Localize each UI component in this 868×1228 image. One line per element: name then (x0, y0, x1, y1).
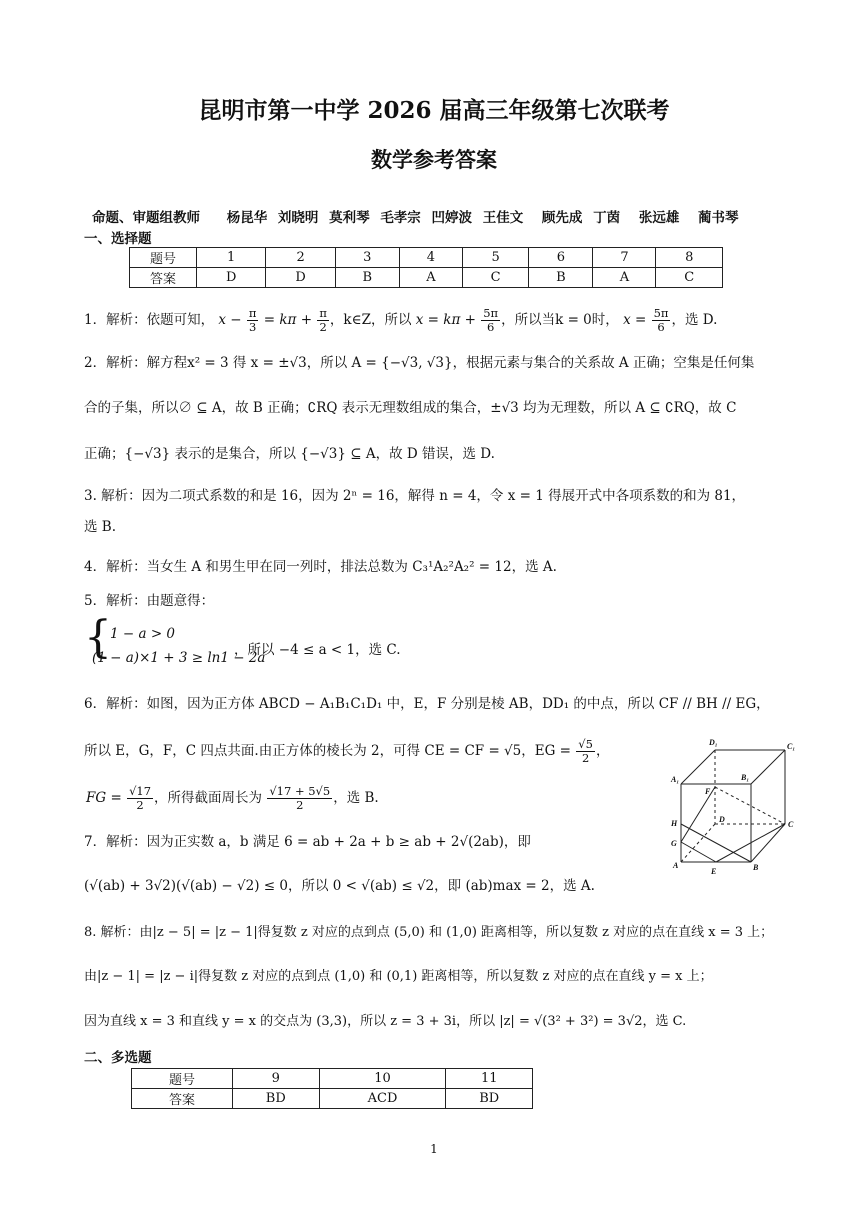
fraction (317, 307, 329, 334)
numerator: √17 + 5√5 (269, 784, 331, 798)
solution-text: ，k∈Z，所以 (329, 312, 412, 328)
vertex-label: C (788, 820, 794, 829)
solution-4: 4．解析：当女生 A 和男生甲在同一列时，排法总数为 C₃¹A₂²A₂² = 12，选 A. (84, 559, 557, 575)
table-cell: A (399, 268, 462, 288)
solution-6-line-3 (86, 785, 379, 812)
table-cell: B (529, 268, 593, 288)
solution-5-line-1: 5．解析：由题意得： (84, 593, 215, 609)
author: 顾先成 (541, 210, 583, 226)
table-cell: BD (233, 1089, 320, 1109)
author: 毛孝宗 (380, 210, 421, 226)
vertex-label: F (705, 787, 711, 796)
table-cell: 7 (593, 248, 656, 268)
table-cell: 9 (233, 1069, 320, 1089)
math: FG = (86, 790, 122, 806)
system-row-2: (1 − a)×1 + 3 ≥ ln1 − 2a (92, 650, 266, 666)
denominator: 2 (136, 798, 144, 812)
solution-8-line-2: 由|z − 1| = |z − i|得复数 z 对应的点到点 (1,0) 和 (0,1) 距离相等，所以复数 z 对应的点在直线 y = x 上； (84, 969, 713, 984)
cube-figure (665, 732, 805, 880)
numerator: √5 (578, 737, 593, 751)
vertex-label: A₁ (671, 775, 680, 784)
table-cell: 8 (656, 248, 723, 268)
numerator: π (248, 306, 257, 320)
solution-3-line-1: 3. 解析：因为二项式系数的和是 16，因为 2ⁿ = 16，解得 n = 4，令 x = 1 得展开式中各项系数的和为 81， (84, 488, 746, 504)
numerator: √17 (129, 784, 152, 798)
table-cell: 2 (266, 248, 335, 268)
author: 丁茵 (593, 210, 621, 226)
page-number: 1 (430, 1142, 438, 1156)
page-title: 昆明市第一中学 2026 届高三年级第七次联考 (198, 97, 670, 124)
vertex-label: D₁ (709, 738, 718, 747)
system-row-1: 1 − a > 0 (110, 626, 176, 642)
author: 杨昆华 (226, 210, 268, 226)
table-row (130, 248, 723, 268)
table-cell: 题号 (132, 1069, 233, 1089)
authors-line (92, 206, 739, 226)
solution-8-line-3: 因为直线 x = 3 和直线 y = x 的交点为 (3,3)，所以 z = 3 + 3i，所以 |z| = √(3² + 3²) = 3√2，选 C. (84, 1014, 687, 1029)
solution-text: ，所以当k = 0时， (501, 312, 619, 328)
fraction (481, 307, 500, 334)
author: 凹婷波 (431, 210, 473, 226)
solution-2-line-1 (84, 354, 754, 372)
solution-2-line-3: 正确；{−√3} 表示的是集合，所以 {−√3} ⊆ A，故 D 错误，选 D. (84, 446, 495, 462)
table-cell: 5 (462, 248, 528, 268)
solution-text: ，所以 −4 ≤ a < 1，选 C. (234, 642, 401, 658)
table-cell: 题号 (130, 248, 197, 268)
vertex-label: B (753, 863, 759, 872)
denominator: 2 (296, 798, 304, 812)
vertex-label: B₁ (741, 773, 750, 782)
solution-7-line-2: (√(ab) + 3√2)(√(ab) − √2) ≤ 0，所以 0 < √(ab) ≤ √2，即 (ab)max = 2，选 A. (84, 878, 595, 894)
solution-text: 解析：解方程x² = 3 得 x = ±√3，所以 A = {−√3, √3}，根据元素与集合的关系故 A 正确；空集是任何集 (106, 355, 755, 371)
table-cell: A (593, 268, 656, 288)
math: x = (623, 312, 647, 328)
fraction (127, 785, 153, 812)
solution-3-line-2: 选 B. (84, 519, 117, 535)
table-cell: C (656, 268, 723, 288)
solution-text: 所以 E，G，F，C 四点共面.由正方体的棱长为 2，可得 CE = CF = √5，EG = (84, 743, 571, 759)
vertex-label: D (719, 815, 725, 824)
vertex-label: G (671, 839, 677, 848)
solution-number: 1． (84, 312, 107, 328)
table-row (132, 1069, 533, 1089)
vertex-label: A (673, 861, 679, 870)
fraction (576, 738, 595, 765)
solution-6-line-2: 所以 E，G，F，C 四点共面.由正方体的棱长为 2，可得 CE = CF = √5，EG = $\frac{√5}{2}$ ， (84, 737, 610, 765)
vertex-label: C₁ (787, 742, 796, 751)
author: 蔺书琴 (698, 210, 739, 226)
table-cell: 11 (446, 1069, 533, 1089)
table-cell: 答案 (130, 268, 197, 288)
table-cell: 1 (197, 248, 266, 268)
table-cell: 10 (319, 1069, 446, 1089)
table-cell: BD (446, 1089, 533, 1109)
table-cell: D (266, 268, 335, 288)
author: 王佳文 (482, 210, 524, 226)
solution-2-line-2: 合的子集，所以∅ ⊆ A，故 B 正确；∁RQ 表示无理数组成的集合，±√3 均为无理数，所以 A ⊆ ∁RQ，故 C (84, 400, 737, 416)
author: 莫利琴 (329, 210, 370, 226)
section-heading: 一、选择题 (84, 231, 152, 247)
table-cell: 6 (529, 248, 593, 268)
math: x − (218, 312, 242, 328)
solution-1 (84, 307, 717, 334)
numerator: π (319, 306, 327, 320)
page-subtitle: 数学参考答案 (371, 147, 497, 172)
table-row (130, 268, 723, 288)
solution-text: ，选 D. (671, 312, 718, 328)
fraction (247, 307, 259, 334)
denominator: 2 (319, 320, 327, 334)
solution-7-line-1: 7．解析：因为正实数 a，b 满足 6 = ab + 2a + b ≥ ab + 2√(2ab)，即 (84, 834, 531, 850)
table-cell: D (197, 268, 266, 288)
solution-text: 解析：依题可知， (106, 312, 215, 328)
solution-text: ，所得截面周长为 (154, 790, 263, 806)
vertex-label: H (671, 819, 678, 828)
denominator: 3 (249, 320, 257, 334)
answer-table (129, 247, 723, 288)
author: 张远雄 (638, 210, 680, 226)
table-cell: B (335, 268, 399, 288)
author: 刘晓明 (277, 210, 319, 226)
vertex-label: E (711, 867, 717, 876)
numerator: 5π (653, 306, 669, 320)
fraction (652, 307, 671, 334)
answer-table (131, 1068, 533, 1109)
authors-label: 命题、审题组教师 (92, 210, 200, 226)
solution-8-line-1: 8. 解析：由|z − 5| = |z − 1|得复数 z 对应的点到点 (5,0) 和 (1,0) 距离相等，所以复数 z 对应的点在直线 x = 3 上； (84, 925, 774, 940)
brace-icon: { (84, 612, 112, 663)
table-cell: 答案 (132, 1089, 233, 1109)
denominator: 6 (657, 320, 665, 334)
table-cell: ACD (319, 1089, 446, 1109)
table-cell: C (462, 268, 528, 288)
math: = kπ + (263, 312, 313, 328)
table-cell: 3 (335, 248, 399, 268)
section-heading: 二、多选题 (84, 1050, 152, 1066)
table-row (132, 1089, 533, 1109)
table-cell: 4 (399, 248, 462, 268)
solution-6-line-1: 6．解析：如图，因为正方体 ABCD − A₁B₁C₁D₁ 中，E，F 分别是棱 AB，DD₁ 的中点，所以 CF // BH // EG， (84, 696, 770, 712)
numerator: 5π (483, 306, 499, 320)
solution-text: ，选 B. (333, 790, 379, 806)
denominator: 6 (486, 320, 495, 334)
fraction (267, 785, 332, 812)
denominator: 2 (581, 751, 590, 765)
solution-number: 2． (84, 355, 107, 371)
math: x = kπ + (415, 312, 476, 328)
